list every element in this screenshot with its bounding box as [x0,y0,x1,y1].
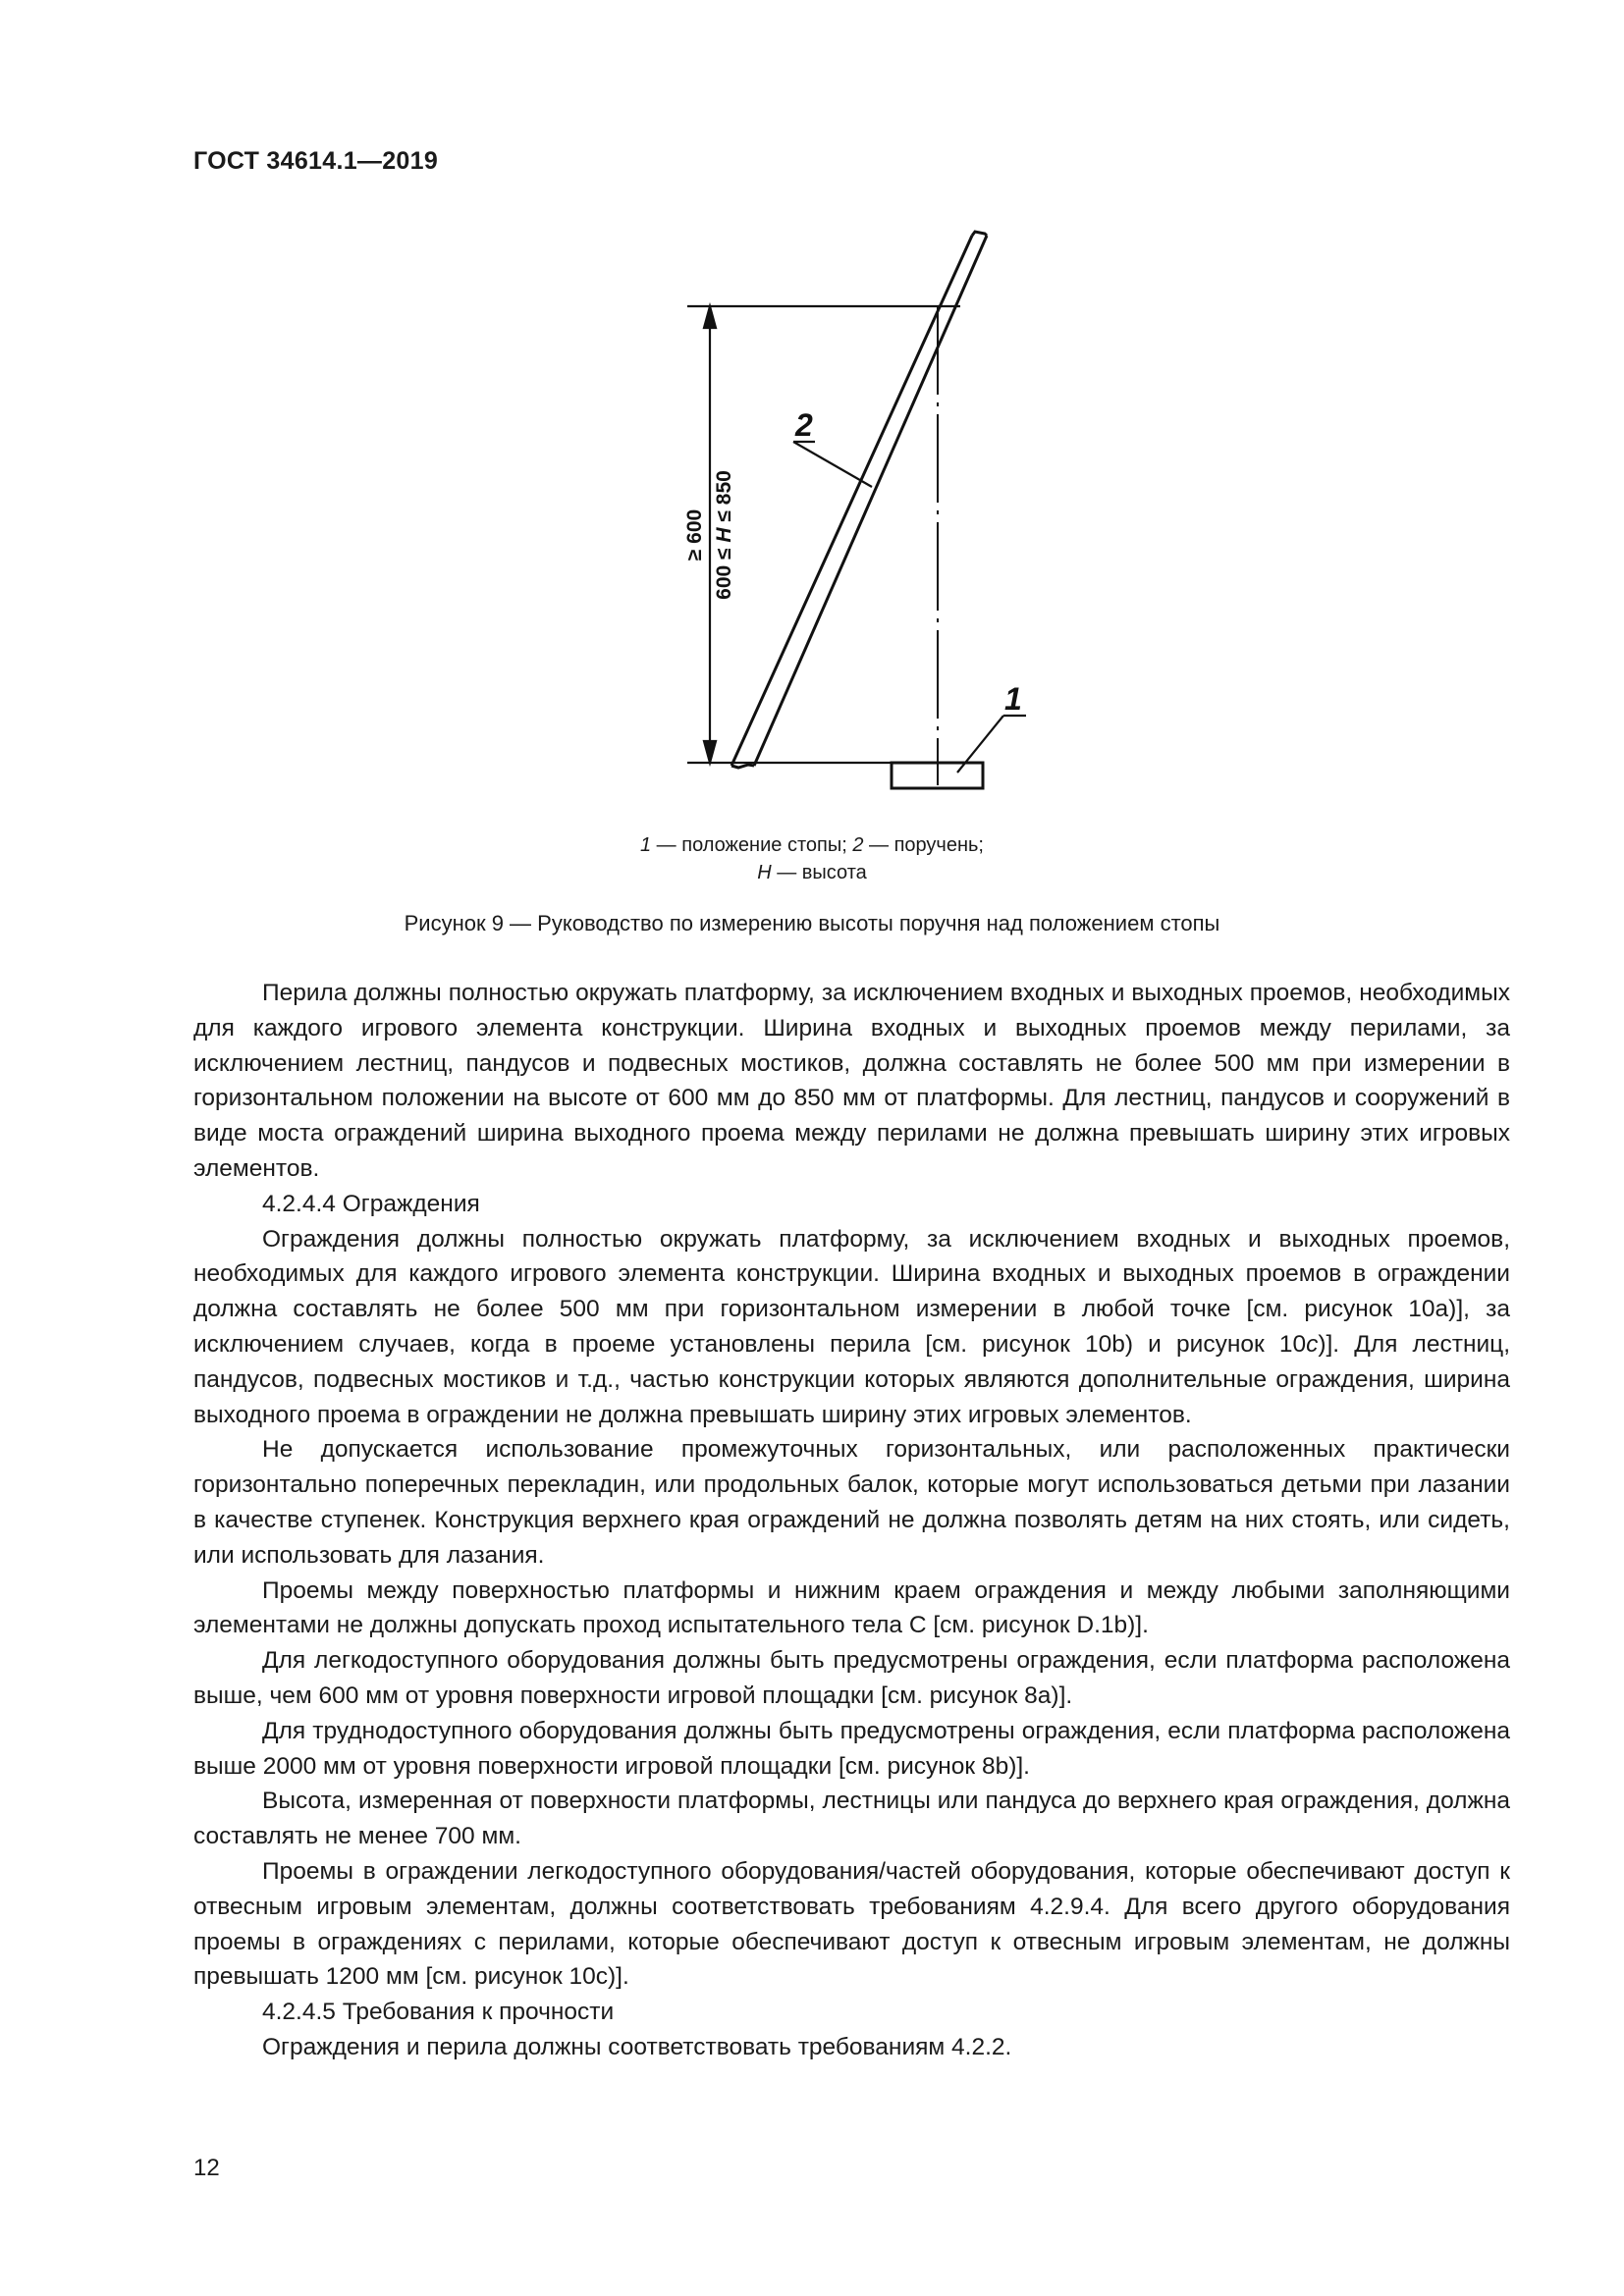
paragraph: Ограждения должны полностью окружать платформу, за исключением входных и выходных проемов, необходимых для каждого игрового элемента конструкции. Ширина входных и выходных проемов в ограждении должна составлять не более 500 мм при горизонтальном измерении в любой точке [см. рисунок 10a)], за исключением случаев, когда в проеме установлены перила [см. рисунок 10b) и рисунок 10c)]. Для лестниц, пандусов, подвесных мостиков и т.д., частью конструкции которых являются дополнительные ограждения, ширина выходного проема в ограждении не должна превышать ширину этих игровых элементов. [193,1225,1510,1428]
figure-legend-line-1: 1 — положение стопы; 2 — поручень; [640,834,984,856]
dimension-label-min: ≥ 600 [683,508,706,561]
paragraph: Перила должны полностью окружать платформу, за исключением входных и выходных проемов, необходимых для каждого игрового элемента конструкции. Ширина входных и выходных проемов между перилами, за исключением лестниц, пандусов и подвесных мостиков, должна составлять не более 500 мм при измерении в горизонтальном положении на высоте от 600 мм до 850 мм от платформы. Для лестниц, пандусов и сооружений в виде моста ограждений ширина выходного проема между перилами не должна превышать ширину этих игровых элементов. [193,980,1510,1182]
figure-legend-line-2: H — высота [757,862,867,883]
callout-1-number: 1 [1004,681,1022,717]
paragraph: Проемы в ограждении легкодоступного оборудования/частей оборудования, которые обеспечивают доступ к отвесным игровым элементам, должны соответствовать требованиям 4.2.9.4. Для всего другого оборудования проемы в ограждениях с перилами, которые обеспечивают доступ к отвесным игровым элементам, не должны превышать 1200 мм [см. рисунок 10c)]. [193,1857,1510,1991]
paragraph: Для легкодоступного оборудования должны быть предусмотрены ограждения, если платформа расположена выше, чем 600 мм от уровня поверхности игровой площадки [см. рисунок 8a)]. [193,1647,1510,1709]
callout-2-number: 2 [795,407,813,443]
figure-caption: Рисунок 9 — Руководство по измерению высоты поручня над положением стопы [404,911,1220,935]
dimension-label-range: 600 ≤ H ≤ 850 [713,470,735,600]
document-body [193,976,1510,2065]
section-heading-4-2-4-4: 4.2.4.4 Ограждения [262,1190,480,1217]
paragraph: Не допускается использование промежуточных горизонтальных, или расположенных практически горизонтально поперечных перекладин, или продольных балок, которые могут использоваться детьми при лазании в качестве ступенек. Конструкция верхнего края ограждений не должна позволять детям на них стоять, или сидеть, или использовать для лазания. [193,1436,1510,1569]
callout-2-leader [793,442,872,487]
paragraph: Высота, измеренная от поверхности платформы, лестницы или пандуса до верхнего края ограждения, должна составлять не менее 700 мм. [193,1788,1510,1850]
figure-9-diagram [0,0,1624,883]
section-heading-4-2-4-5: 4.2.4.5 Требования к прочности [262,1999,615,2026]
document-header: ГОСТ 34614.1—2019 [193,147,439,175]
paragraph: Для труднодоступного оборудования должны быть предусмотрены ограждения, если платформа расположена выше 2000 мм от уровня поверхности игровой площадки [см. рисунок 8b)]. [193,1717,1510,1780]
page-number: 12 [193,2155,220,2181]
paragraph: Ограждения и перила должны соответствовать требованиям 4.2.2. [262,2033,1012,2060]
handrail [731,232,987,768]
paragraph: Проемы между поверхностью платформы и нижним краем ограждения и между любыми заполняющими элементами не должны допускать проход испытательного тела C [см. рисунок D.1b)]. [193,1576,1510,1639]
